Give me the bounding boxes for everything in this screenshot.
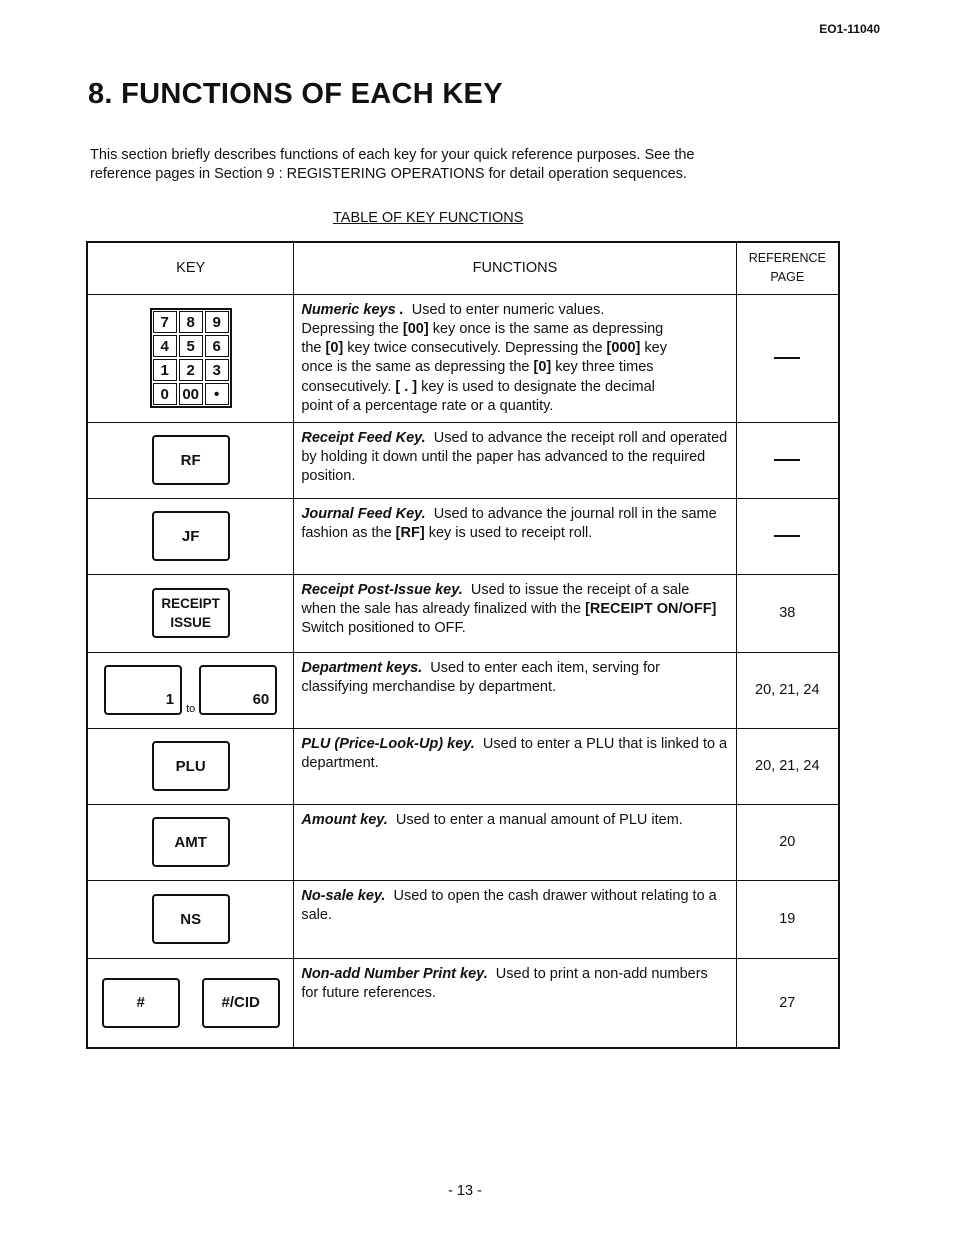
function-text: Used to issue the receipt of a sale when the sale has already finalized with the — [301, 581, 690, 617]
keypad-key: 1 — [153, 359, 177, 381]
keypad-key: 7 — [153, 311, 177, 333]
function-name: Receipt Post-Issue key. — [301, 581, 463, 598]
key-reference: [00] — [402, 320, 429, 337]
no-reference-dash — [774, 535, 800, 537]
keypad-key: 5 — [179, 335, 203, 357]
keypad-key: • — [205, 383, 229, 405]
function-text: once is the same as depressing the — [301, 359, 534, 376]
intro-line-1: This section briefly describes functions of each key for your quick reference purposes. See the — [90, 147, 695, 163]
key-reference: [RECEIPT ON/OFF] — [585, 600, 717, 617]
table-row — [87, 652, 839, 728]
function-text: the — [301, 340, 326, 357]
function-text: Depressing the — [301, 320, 403, 337]
reference-page: 27 — [736, 958, 839, 1048]
key-cell-receipt-issue — [87, 574, 294, 652]
key-cell-non-add — [87, 958, 294, 1048]
table-header-row — [87, 242, 839, 294]
key-cell-jf — [87, 498, 294, 574]
function-text: Switch positioned to OFF. — [301, 620, 466, 637]
keypad-key: 00 — [179, 383, 203, 405]
table-row — [87, 498, 839, 574]
key-reference: [0] — [533, 359, 552, 376]
key-cell-department — [87, 652, 294, 728]
page-title: 8. FUNCTIONS OF EACH KEY — [88, 78, 503, 110]
numeric-keypad — [150, 308, 232, 408]
jf-key-icon: JF — [152, 511, 230, 561]
page-number: - 13 - — [448, 1183, 482, 1199]
key-reference: [0] — [325, 340, 344, 357]
no-reference-dash — [774, 357, 800, 359]
function-text: consecutively. — [301, 378, 396, 395]
function-text: point of a percentage rate or a quantity. — [301, 397, 554, 414]
receipt-issue-key-icon — [152, 588, 230, 638]
function-text: Used to enter numeric values. — [411, 301, 605, 318]
intro-line-2: reference pages in Section 9 : REGISTERING OPERATIONS for detail operation sequences. — [90, 166, 687, 182]
reference-page: 19 — [736, 880, 839, 958]
key-cell-ns — [87, 880, 294, 958]
function-description — [294, 574, 736, 652]
key-cell-numeric — [87, 294, 294, 422]
function-text: key twice consecutively. Depressing the — [343, 340, 607, 357]
function-text: Used to open the cash drawer without relating to a sale. — [301, 887, 717, 923]
function-text: key — [640, 340, 667, 357]
function-name: Receipt Feed Key. — [301, 429, 426, 446]
ns-key-icon: NS — [152, 894, 230, 944]
keypad-key: 9 — [205, 311, 229, 333]
table-row — [87, 422, 839, 498]
header-ref-line1: REFERENCE — [748, 251, 826, 266]
reference-page — [736, 422, 839, 498]
function-description — [294, 958, 736, 1048]
function-description — [294, 804, 736, 880]
department-key-range — [88, 665, 293, 715]
reference-page: 38 — [736, 574, 839, 652]
key-reference: [RF] — [395, 524, 425, 541]
key-cell-plu — [87, 728, 294, 804]
department-key-1-icon: 1 — [104, 665, 182, 715]
function-text: Used to advance the receipt roll and operated by holding it down until the paper has advanced to the required position. — [301, 429, 728, 485]
header-ref-line2: PAGE — [770, 270, 805, 285]
table-row — [87, 804, 839, 880]
function-description — [294, 498, 736, 574]
function-description — [294, 294, 736, 422]
keypad-key: 8 — [179, 311, 203, 333]
key-label: RECEIPT — [161, 596, 220, 611]
function-name: No-sale key. — [301, 887, 386, 904]
function-text: Used to enter a manual amount of PLU item. — [395, 811, 683, 828]
table-caption: TABLE OF KEY FUNCTIONS — [333, 210, 524, 226]
document-id: EO1-11040 — [819, 22, 880, 36]
function-name: PLU (Price-Look-Up) key. — [301, 735, 475, 752]
key-cell-rf — [87, 422, 294, 498]
header-key: KEY — [87, 242, 294, 294]
keypad-key: 3 — [205, 359, 229, 381]
function-text: key three times — [551, 359, 654, 376]
key-cell-amt — [87, 804, 294, 880]
table-row — [87, 958, 839, 1048]
function-text: Used to enter each item, serving for classifying merchandise by department. — [301, 659, 660, 695]
function-text: Used to enter a PLU that is linked to a department. — [301, 735, 728, 771]
function-text: Used to print a non-add numbers for future references. — [301, 965, 708, 1001]
rf-key-icon: RF — [152, 435, 230, 485]
no-reference-dash — [774, 459, 800, 461]
function-name: Non-add Number Print key. — [301, 965, 488, 982]
reference-page: 20 — [736, 804, 839, 880]
key-reference: [000] — [606, 340, 641, 357]
function-text: key is used to receipt roll. — [424, 524, 593, 541]
keypad-key: 2 — [179, 359, 203, 381]
function-text: key once is the same as depressing — [428, 320, 664, 337]
intro-paragraph — [90, 146, 810, 184]
key-reference: [ . ] — [395, 378, 418, 395]
function-text: Used to advance the journal roll in the same fashion as the — [301, 505, 717, 541]
table-row — [87, 294, 839, 422]
keypad-key: 6 — [205, 335, 229, 357]
reference-page — [736, 498, 839, 574]
function-description — [294, 422, 736, 498]
function-description — [294, 880, 736, 958]
function-name: Journal Feed Key. — [301, 505, 426, 522]
function-name: Department keys. — [301, 659, 423, 676]
department-key-60-icon: 60 — [199, 665, 277, 715]
function-name: Numeric keys . — [301, 301, 404, 318]
function-description — [294, 652, 736, 728]
keypad-key: 0 — [153, 383, 177, 405]
function-name: Amount key. — [301, 811, 388, 828]
table-row — [87, 728, 839, 804]
table-row — [87, 880, 839, 958]
hash-cid-key-icon: #/CID — [202, 978, 280, 1028]
reference-page — [736, 294, 839, 422]
plu-key-icon: PLU — [152, 741, 230, 791]
amt-key-icon: AMT — [152, 817, 230, 867]
hash-key-icon: # — [102, 978, 180, 1028]
key-label: ISSUE — [170, 615, 211, 630]
range-to-label: to — [186, 703, 196, 715]
key-functions-table — [86, 241, 840, 1049]
function-text: key is used to designate the decimal — [417, 378, 655, 395]
reference-page: 20, 21, 24 — [736, 652, 839, 728]
header-reference-page — [736, 242, 839, 294]
table-row — [87, 574, 839, 652]
non-add-key-pair — [88, 978, 293, 1028]
header-functions: FUNCTIONS — [294, 242, 736, 294]
keypad-key: 4 — [153, 335, 177, 357]
function-description — [294, 728, 736, 804]
reference-page: 20, 21, 24 — [736, 728, 839, 804]
